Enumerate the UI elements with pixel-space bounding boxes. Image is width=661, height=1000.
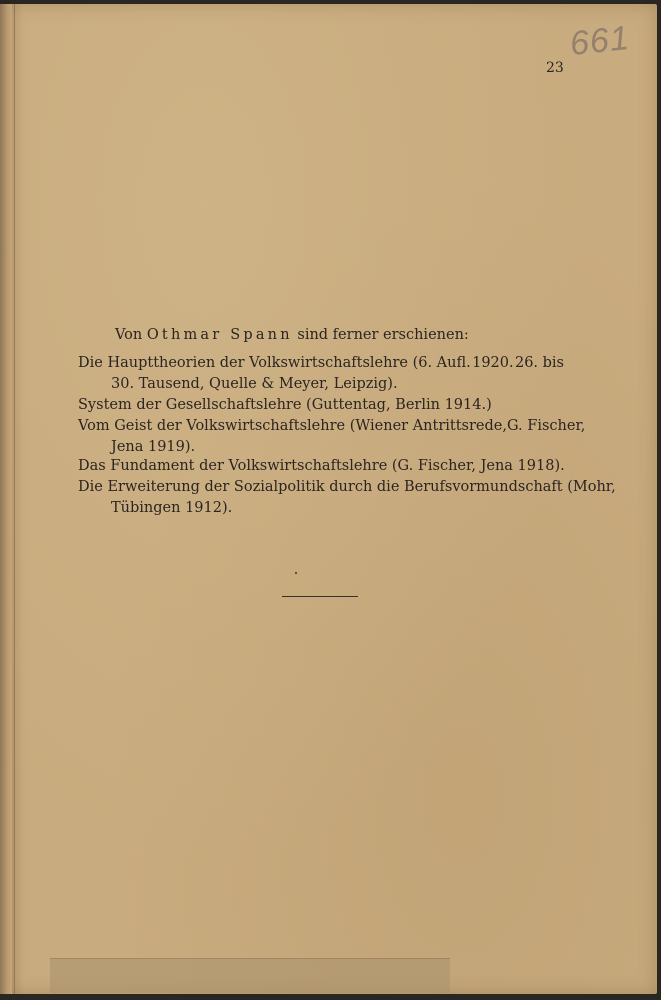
bottom-edge-band [50, 958, 450, 993]
author-name: Othmar Spann [146, 327, 293, 343]
fold-line [14, 4, 15, 994]
entry-continuation: Tübingen 1912). [111, 500, 233, 516]
publication-entry [78, 353, 564, 395]
ink-dot [295, 572, 297, 574]
entry-text: System der Gesellschaftslehre (Guttentag, Berlin 1914.) [78, 397, 492, 413]
entry-text: G. Fischer, [506, 418, 586, 434]
page-number: 23 [546, 60, 564, 76]
archive-pencil-mark: 661 [568, 18, 632, 64]
heading-suffix: sind ferner erschienen: [297, 327, 469, 343]
publication-entry [78, 477, 616, 519]
closing-rule [282, 596, 358, 597]
publication-entry [78, 456, 564, 477]
entry-continuation: Jena 1919). [111, 439, 196, 455]
entry-text: Vom Geist der Volkswirtschaftslehre (Wiener Antrittsrede, [78, 418, 507, 434]
entry-text: Die Erweiterung der Sozialpolitik durch die Berufsvormundschaft (Mohr, [78, 479, 616, 495]
entry-text: Die Haupttheorien der Volkswirtschaftslehre (6. Aufl. [78, 355, 471, 371]
heading-prefix: Von [115, 327, 143, 343]
binding-edge [0, 4, 12, 994]
entry-text: 26. bis [514, 355, 564, 371]
publications-heading [115, 327, 469, 343]
entry-text: Das Fundament der Volkswirtschaftslehre (G. Fischer, Jena 1918). [78, 458, 565, 474]
publication-entry [78, 416, 586, 458]
entry-text: 1920. [472, 355, 514, 371]
entry-continuation: 30. Tausend, Quelle & Meyer, Leipzig). [111, 376, 398, 392]
publication-entry [78, 395, 564, 416]
